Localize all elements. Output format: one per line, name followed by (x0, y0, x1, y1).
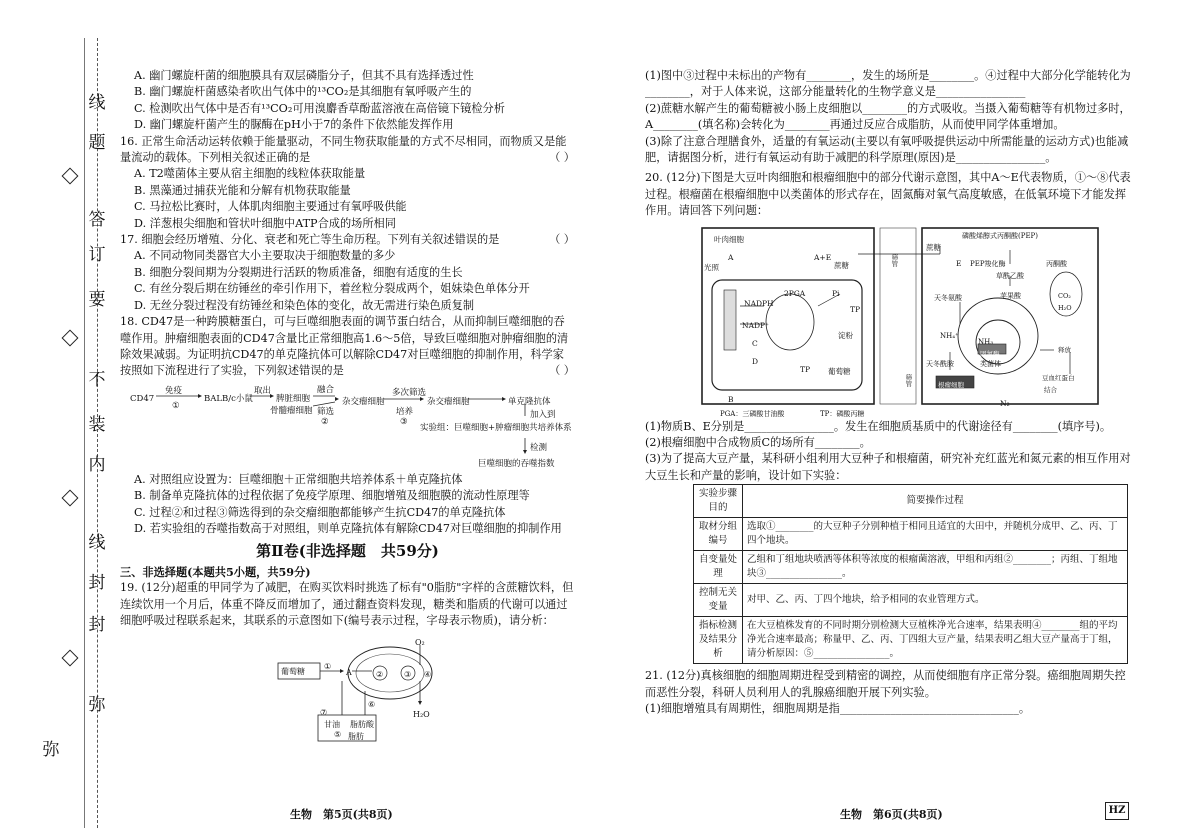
fig20-aspamide: 天冬酰胺 (926, 359, 954, 368)
q18-option: A. 对照组应设置为：巨噬细胞＋正常细胞共培养体系＋单克隆抗体 (134, 472, 463, 486)
fig20-asparagine: 天冬氨酸 (934, 293, 962, 302)
flow-join: 加入到 (530, 409, 556, 420)
hz-badge: HZ (1105, 802, 1129, 820)
binding-char: 弥 (42, 740, 60, 760)
q15-option: D. 幽门螺旋杆菌产生的脲酶在pH小于7的条件下依然能发挥作用 (134, 118, 454, 132)
table-cell: 在大豆植株发育的不同时期分别检测大豆植株净光合速率，结果表明④________组的平均净光合速率最高；称量甲、乙、丙、丁四组大豆产量，结果表明乙组大豆产量高于丁组，请分析原因：⑤________________。 (743, 617, 1128, 664)
q19-stem: 19. (12分)超重的甲同学为了减肥，在购买饮料时挑选了标有"0脂肪"字样的含蔗糖饮料，但连续饮用一个月后，体重不降反而增加了，通过翻查资料发现，糖类和脂质的代谢可以通过细胞呼吸过程联系起来，其联系的示意图如下(编号表示过程，字母表示物质)，请分析： (120, 581, 574, 627)
q21-sub1: (1)细胞增殖具有周期性，细胞周期是指________________________________。 (645, 702, 1031, 716)
fig19-step6: ⑥ (368, 700, 376, 710)
q17-option: D. 无丝分裂过程没有纺锤丝和染色体的变化，故无需进行染色质复制 (134, 298, 475, 312)
fig20-NADP: NADP⁺ (742, 320, 769, 330)
flow-spleen: 脾脏细胞 (276, 393, 311, 404)
fig20-CO2: CO₂ (1058, 291, 1071, 300)
table-header-row (694, 485, 1128, 518)
binding-char: 线 (88, 93, 106, 113)
left-column (120, 68, 575, 743)
table-header: 实验步骤目的 (694, 485, 743, 518)
fig19-O2: O₂ (415, 638, 425, 648)
q15-option: B. 幽门螺旋杆菌感染者吹出气体中的¹³CO₂是其细胞有氧呼吸产生的 (134, 85, 472, 99)
fig20-B: B (728, 394, 734, 404)
page-footer-right: 生物 第6页(共8页) (840, 808, 943, 821)
q20-sub3: (3)为了提高大豆产量，某科研小组利用大豆种子和根瘤菌，研究补充红蓝光和氮元素的相互作用对大豆生长和产量的影响，设计如下实验： (645, 452, 1131, 482)
table-cell: 对甲、乙、丙、丁四个地块，给予相同的农业管理方式。 (743, 584, 1128, 617)
flow-fuse: 融合 (317, 384, 335, 395)
fig19-A: A (346, 668, 352, 678)
q20-stem: 20. (12分)下图是大豆叶肉细胞和根瘤细胞中的部分代谢示意图，其中A～E代表物质，①～⑧代表过程。根瘤菌在根瘤细胞中以类菌体的形式存在，固氮酶对氧气高度敏感，在低氧环境下才能发挥作用。请回答下列问题： (645, 171, 1131, 218)
binding-char: 答 (88, 210, 106, 230)
q20-experiment-table (693, 484, 1128, 664)
flow-culture: 培养 (396, 406, 414, 417)
section-subtitle: 三、非选择题(本题共5小题，共59分) (120, 564, 311, 579)
q15-option: C. 检测吹出气体中是否有¹³CO₂可用溴麝香草酚蓝溶液在高倍镜下镜检分析 (134, 101, 505, 115)
fig20-nodule: 根瘤细胞 (938, 380, 964, 389)
q18-stem: 18. CD47是一种跨膜糖蛋白，可与巨噬细胞表面的调节蛋白结合，从而抑制巨噬细胞的吞噬作用。肿瘤细胞表面的CD47含量比正常细胞高1.6～5倍，导致巨噬细胞对肿瘤细胞的清除效果减弱。为证明抗CD47的单克隆抗体可以解除CD47对巨噬细胞的抑制作用，科学家按照如下流程进行了实验，下列叙述错误的是 （ ） (120, 314, 575, 380)
flow-system: 实验组：巨噬细胞+肿瘤细胞共培养体系 (420, 422, 572, 433)
q19-sub3: (3)除了注意合理膳食外，适量的有氧运动(主要以有氧呼吸提供运动中所需能量的运动方式)也能减肥，请据图分析，进行有氧运动有助于减肥的科学原理(原因)是________________。 (645, 134, 1129, 165)
fig19-fat: 脂肪 (348, 732, 364, 742)
flow-detect: 检测 (530, 442, 548, 453)
flow-take: 取出 (254, 385, 272, 396)
section-title: 第Ⅱ卷(非选择题 共59分) (256, 542, 439, 561)
fig20-legend-pga: PGA：三磷酸甘油酸 (720, 409, 785, 418)
table-cell: 控制无关变量 (694, 584, 743, 617)
fig20-TP: TP (800, 364, 811, 374)
fig20-leaf: 叶肉细胞 (714, 234, 744, 244)
q16-option: C. 马拉松比赛时，人体肌肉细胞主要通过有氧呼吸供能 (134, 200, 407, 214)
fig20-tube: 筛管 (890, 253, 899, 267)
fig20-pyruvate: 丙酮酸 (1046, 259, 1067, 268)
diamond-marker (62, 650, 79, 667)
table-row (694, 617, 1128, 664)
fig20-nitrogenase: 固氮酶 (980, 349, 1000, 358)
table-row (694, 584, 1128, 617)
fig19-fattyacid: 脂肪酸 (350, 720, 374, 730)
fig19-H2O: H₂O (413, 710, 430, 720)
fig20-N2: N₂ (1000, 398, 1010, 408)
table-cell: 指标检测及结果分析 (694, 617, 743, 664)
fig19-step1: ① (324, 662, 332, 672)
table-row (694, 551, 1128, 584)
flow-index: 巨噬细胞的吞噬指数 (478, 458, 555, 469)
fig20-NH4: NH₄⁺ (940, 331, 959, 340)
q18-option: D. 若实验组的吞噬指数高于对照组，则单克隆抗体有解除CD47对巨噬细胞的抑制作用 (134, 521, 562, 535)
fig20-starch: 淀粉 (838, 330, 853, 340)
q16-option: A. T2噬菌体主要从宿主细胞的线粒体获取能量 (134, 167, 366, 181)
flow-myeloma: 骨髓瘤细胞 (270, 405, 313, 416)
diamond-marker (62, 490, 79, 507)
flow-step3: ③ (400, 416, 408, 427)
page-footer-left: 生物 第5页(共8页) (290, 808, 393, 821)
flow-step1: ① (172, 400, 180, 411)
fig20-NH3: NH₃ (978, 337, 994, 346)
flow-screen: 筛选 (317, 406, 335, 417)
fig20-A: A (728, 252, 734, 262)
table-header: 简要操作过程 (743, 485, 1128, 518)
fig20-light: 光照 (704, 262, 719, 272)
fig20-glucose: 葡萄糖 (828, 366, 851, 376)
q17-option: C. 有丝分裂后期在纺锤丝的牵引作用下，着丝粒分裂成两个，姐妹染色单体分开 (134, 282, 530, 296)
q15-option: A. 幽门螺旋杆菌的细胞膜具有双层磷脂分子，但其不具有选择透过性 (134, 69, 474, 82)
fig20-tube2: 筛管 (904, 373, 913, 387)
q19-sub1: (1)图中③过程中未标出的产物有________，发生的场所是________。④过程中大部分化学能转化为________，对于人体来说，这部分能量转化的生物学意义是________________ (645, 69, 1131, 99)
binding-char: 订 (88, 245, 106, 265)
binding-margin (0, 0, 106, 838)
binding-char: 内 (88, 455, 106, 475)
answer-paren: （ ） (549, 364, 575, 378)
fig19-step5: ⑤ (334, 730, 342, 740)
fig20-leghemo: 豆血红蛋白 (1042, 373, 1075, 382)
fig20-sucrose: 蔗糖 (834, 260, 849, 270)
fig20-Pi: Pi (832, 288, 840, 298)
diamond-marker (62, 168, 79, 185)
fig19-glycerol: 甘油 (324, 720, 340, 730)
binding-char: 封 (88, 615, 106, 635)
fig20-2PGA: 2PGA (784, 288, 806, 298)
q18-option: B. 制备单克隆抗体的过程依据了免疫学原理、细胞增殖及细胞膜的流动性原理等 (134, 489, 530, 503)
table-row (694, 518, 1128, 551)
fig20-D: D (752, 356, 759, 366)
q16-option: B. 黑藻通过捕获光能和分解有机物获取能量 (134, 183, 351, 197)
binding-char: 要 (88, 290, 106, 310)
right-column (645, 68, 1135, 718)
q18-flowchart (130, 382, 575, 468)
binding-char: 题 (88, 133, 106, 153)
flow-cd47: CD47 (130, 393, 155, 404)
table-cell: 自变量处理 (694, 551, 743, 584)
fig20-C: C (752, 338, 758, 348)
q19-sub2: (2)蔗糖水解产生的葡萄糖被小肠上皮细胞以________的方式吸收。当摄入葡萄糖等有机物过多时，A________(填名称)会转化为________再通过反应合成脂肪，从而使甲同学体重增加。 (645, 101, 1131, 132)
fig20-legend-tp: TP：磷酸丙糖 (820, 409, 865, 418)
table-cell: 取材分组编号 (694, 518, 743, 551)
binding-char: 弥 (88, 695, 106, 715)
fig20-AE: A+E (814, 252, 832, 262)
fig20-bacteroid: 类菌体 (980, 359, 1001, 368)
fig20-NADPH: NADPH (744, 298, 774, 308)
q20-sub2: (2)根瘤细胞中合成物质C的场所有________。 (645, 436, 871, 450)
q17-option: B. 细胞分裂间期为分裂期进行活跃的物质准备，细胞有适度的生长 (134, 265, 463, 279)
q16-stem: 16. 正常生命活动运转依赖于能量驱动，不同生物获取能量的方式不尽相同，而物质又是能量流动的载体。下列相关叙述正确的是 （ ） (120, 134, 575, 167)
flow-step2: ② (321, 416, 329, 427)
table-cell: 选取①________的大豆种子分别种植于相同且适宜的大田中，并随机分成甲、乙、丙、丁四个地块。 (743, 518, 1128, 551)
flow-hybrid: 杂交瘤细胞 (342, 396, 385, 407)
fig20-PEPcase: PEP羧化酶 (970, 259, 1006, 268)
answer-paren: （ ） (549, 151, 575, 165)
fig19-glucose: 葡萄糖 (281, 667, 305, 677)
fig20-sucrose2: 蔗糖 (926, 242, 941, 252)
diamond-marker (62, 330, 79, 347)
flow-mouse: BALB/c小鼠 (204, 393, 253, 404)
answer-paren: （ ） (549, 233, 575, 247)
binding-char: 线 (88, 533, 106, 553)
flow-hybrid2: 杂交瘤细胞 (427, 396, 470, 407)
table-cell: 乙组和丁组地块喷洒等体积等浓度的根瘤菌溶液，甲组和丙组②________；丙组、丁组地块③________________。 (743, 551, 1128, 584)
q17-option: A. 不同动物同类器官大小主要取决于细胞数量的多少 (134, 249, 396, 263)
fig19-step4: ④ (424, 670, 432, 680)
fig20-E: E (956, 258, 962, 268)
flow-mab: 单克隆抗体 (508, 396, 551, 407)
binding-char: 不 (88, 370, 106, 390)
flow-multi: 多次筛选 (392, 387, 427, 398)
q20-sub1: (1)物质B、E分别是________________。发生在细胞质基质中的代谢途径有________(填序号)。 (645, 419, 1112, 433)
q19-figure (270, 633, 460, 743)
fig19-step3: ③ (404, 670, 412, 680)
flow-immune: 免疫 (165, 385, 183, 396)
fig20-release: 释放 (1058, 345, 1071, 354)
q20-figure (700, 224, 1100, 419)
fig20-oxaloacetate: 草酰乙酸 (996, 271, 1024, 280)
binding-char: 装 (88, 415, 106, 435)
fig19-step2: ② (376, 670, 384, 680)
fig20-PEP: 磷酸烯醇式丙酮酸(PEP) (962, 231, 1038, 240)
q16-option: D. 洋葱根尖细胞和管状叶细胞中ATP合成的场所相同 (134, 216, 396, 230)
fig20-malate: 苹果酸 (1000, 291, 1021, 300)
fig20-TP-right: TP (850, 304, 861, 314)
fig19-step7: ⑦ (320, 708, 328, 718)
fig20-bind: 结合 (1044, 385, 1057, 394)
q21-stem: 21. (12分)真核细胞的细胞周期进程受到精密的调控，从而使细胞有序正常分裂。癌细胞周期失控而恶性分裂，科研人员利用人的乳腺癌细胞开展下列实验。 (645, 669, 1126, 699)
q17-stem: 17. 细胞会经历增殖、分化、衰老和死亡等生命历程。下列有关叙述错误的是 （ ） (120, 232, 575, 248)
fig20-H2O: H₂O (1058, 303, 1072, 312)
binding-line (84, 38, 85, 828)
q18-option: C. 过程②和过程③筛选得到的杂交瘤细胞都能够产生抗CD47的单克隆抗体 (134, 505, 506, 519)
binding-char: 封 (88, 573, 106, 593)
